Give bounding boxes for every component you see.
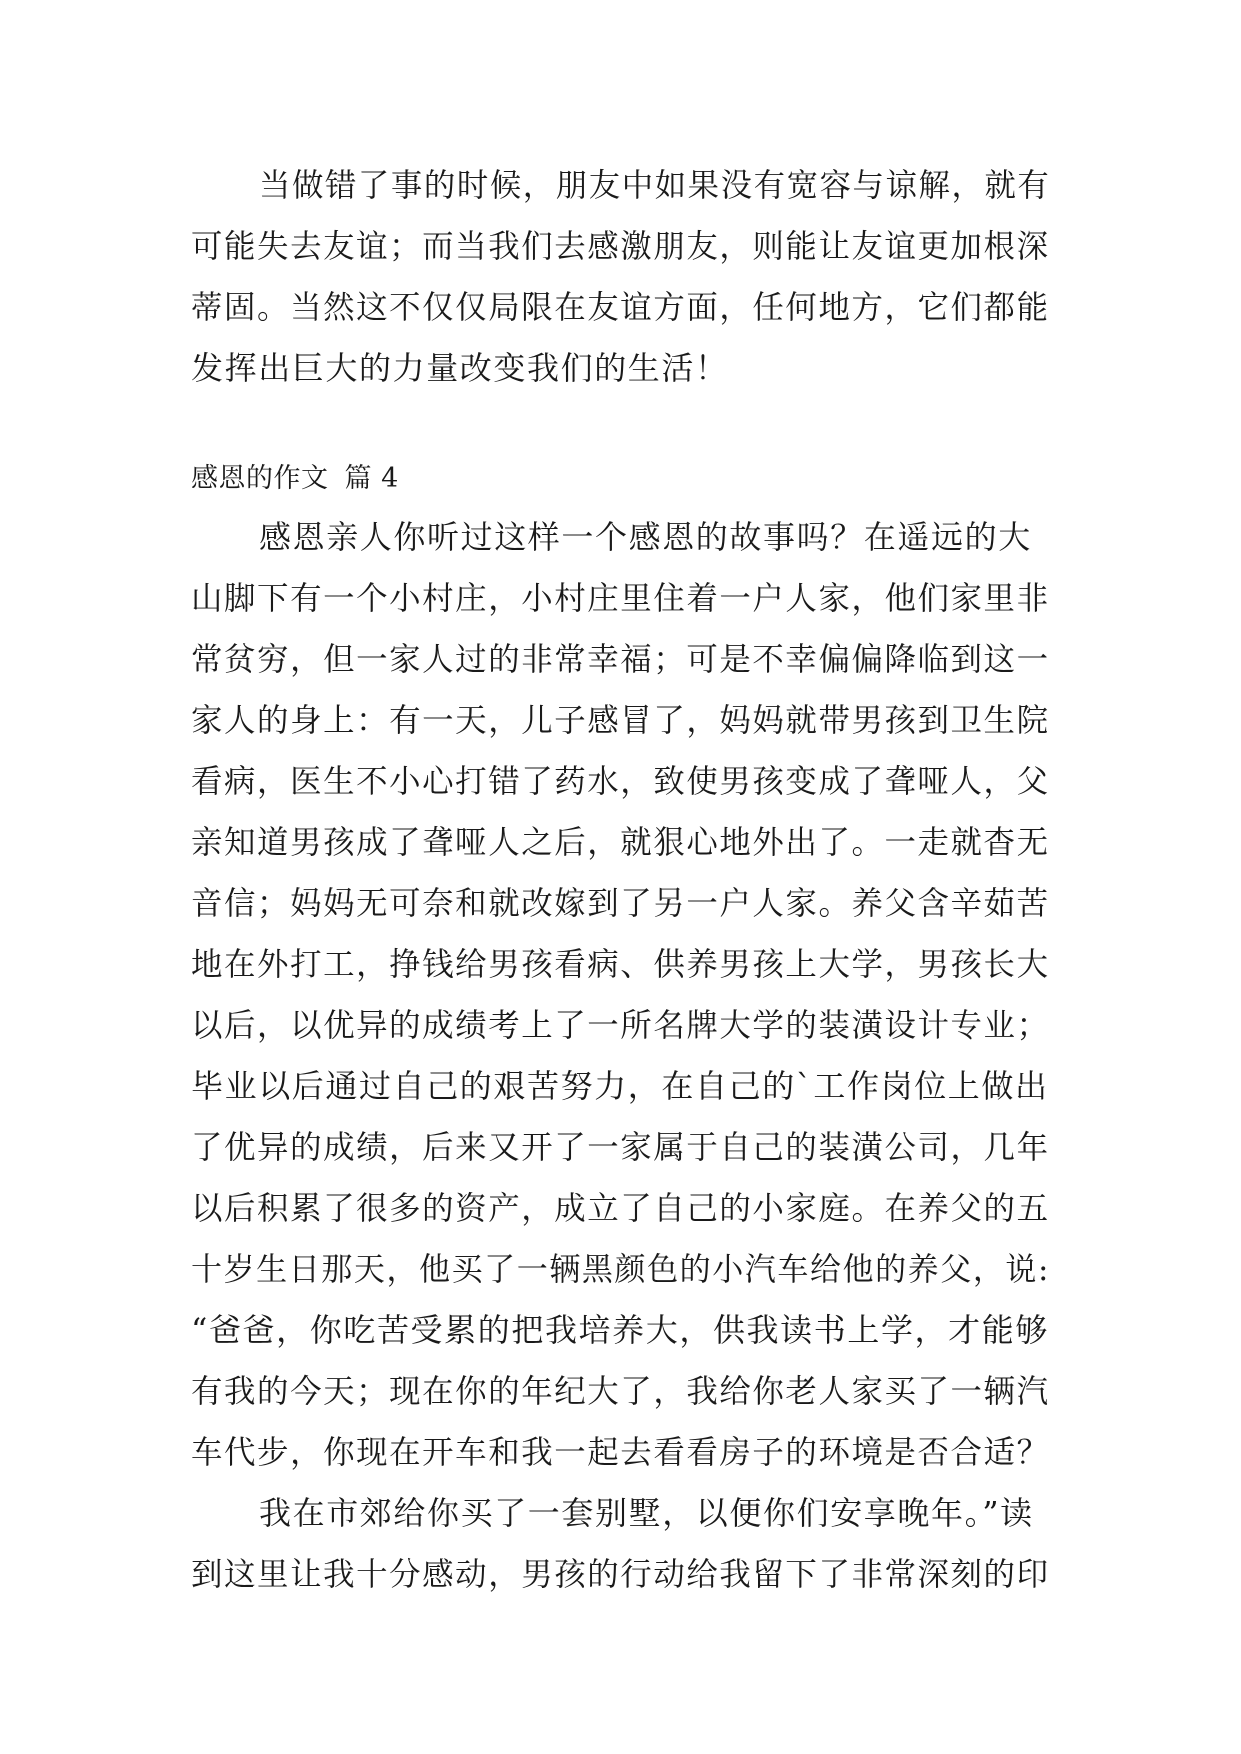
paragraph-line: 了优异的成绩，后来又开了一家属于自己的装潢公司，几年	[191, 1128, 1050, 1166]
paragraph-line: 当做错了事的时候，朋友中如果没有宽容与谅解，就有	[259, 166, 1051, 204]
paragraph-line: 可能失去友谊；而当我们去感激朋友，则能让友谊更加根深	[191, 227, 1050, 265]
paragraph-line: 十岁生日那天，他买了一辆黑颜色的小汽车给他的养父，说:	[191, 1250, 1050, 1288]
paragraph-line: 山脚下有一个小村庄，小村庄里住着一户人家，他们家里非	[191, 579, 1050, 617]
paragraph-line: “爸爸，你吃苦受累的把我培养大，供我读书上学，才能够	[191, 1311, 1049, 1349]
paragraph-line: 到这里让我十分感动，男孩的行动给我留下了非常深刻的印	[191, 1555, 1050, 1593]
paragraph-line: 车代步，你现在开车和我一起去看看房子的环境是否合适？	[191, 1433, 1050, 1471]
paragraph-line: 有我的今天；现在你的年纪大了，我给你老人家买了一辆汽	[191, 1372, 1050, 1410]
paragraph-line: 以后，以优异的成绩考上了一所名牌大学的装潢设计专业；	[191, 1006, 1050, 1044]
paragraph-line: 地在外打工，挣钱给男孩看病、供养男孩上大学，男孩长大	[191, 945, 1050, 983]
paragraph-line: 亲知道男孩成了聋哑人之后，就狠心地外出了。一走就杳无	[191, 823, 1050, 861]
section-heading	[191, 461, 399, 497]
paragraph-line: 感恩亲人你听过这样一个感恩的故事吗？在遥远的大	[259, 518, 1032, 556]
paragraph-line: 发挥出巨大的力量改变我们的生活！	[191, 349, 729, 387]
paragraph-line: 看病，医生不小心打错了药水，致使男孩变成了聋哑人，父	[191, 762, 1050, 800]
section-number: 篇 4	[344, 463, 399, 494]
paragraph-line: 以后积累了很多的资产，成立了自己的小家庭。在养父的五	[191, 1189, 1050, 1227]
paragraph-line: 家人的身上：有一天，儿子感冒了，妈妈就带男孩到卫生院	[191, 701, 1050, 739]
section-title: 感恩的作文	[191, 463, 329, 494]
paragraph-line: 毕业以后通过自己的艰苦努力，在自己的`工作岗位上做出	[191, 1067, 1049, 1105]
paragraph-line: 常贫穷，但一家人过的非常幸福；可是不幸偏偏降临到这一	[191, 640, 1050, 678]
paragraph-line: 我在市郊给你买了一套别墅，以便你们安享晚年。”读	[259, 1494, 1034, 1532]
paragraph-line: 音信；妈妈无可奈和就改嫁到了另一户人家。养父含辛茹苦	[191, 884, 1050, 922]
paragraph-line: 蒂固。当然这不仅仅局限在友谊方面，任何地方，它们都能	[191, 288, 1050, 326]
